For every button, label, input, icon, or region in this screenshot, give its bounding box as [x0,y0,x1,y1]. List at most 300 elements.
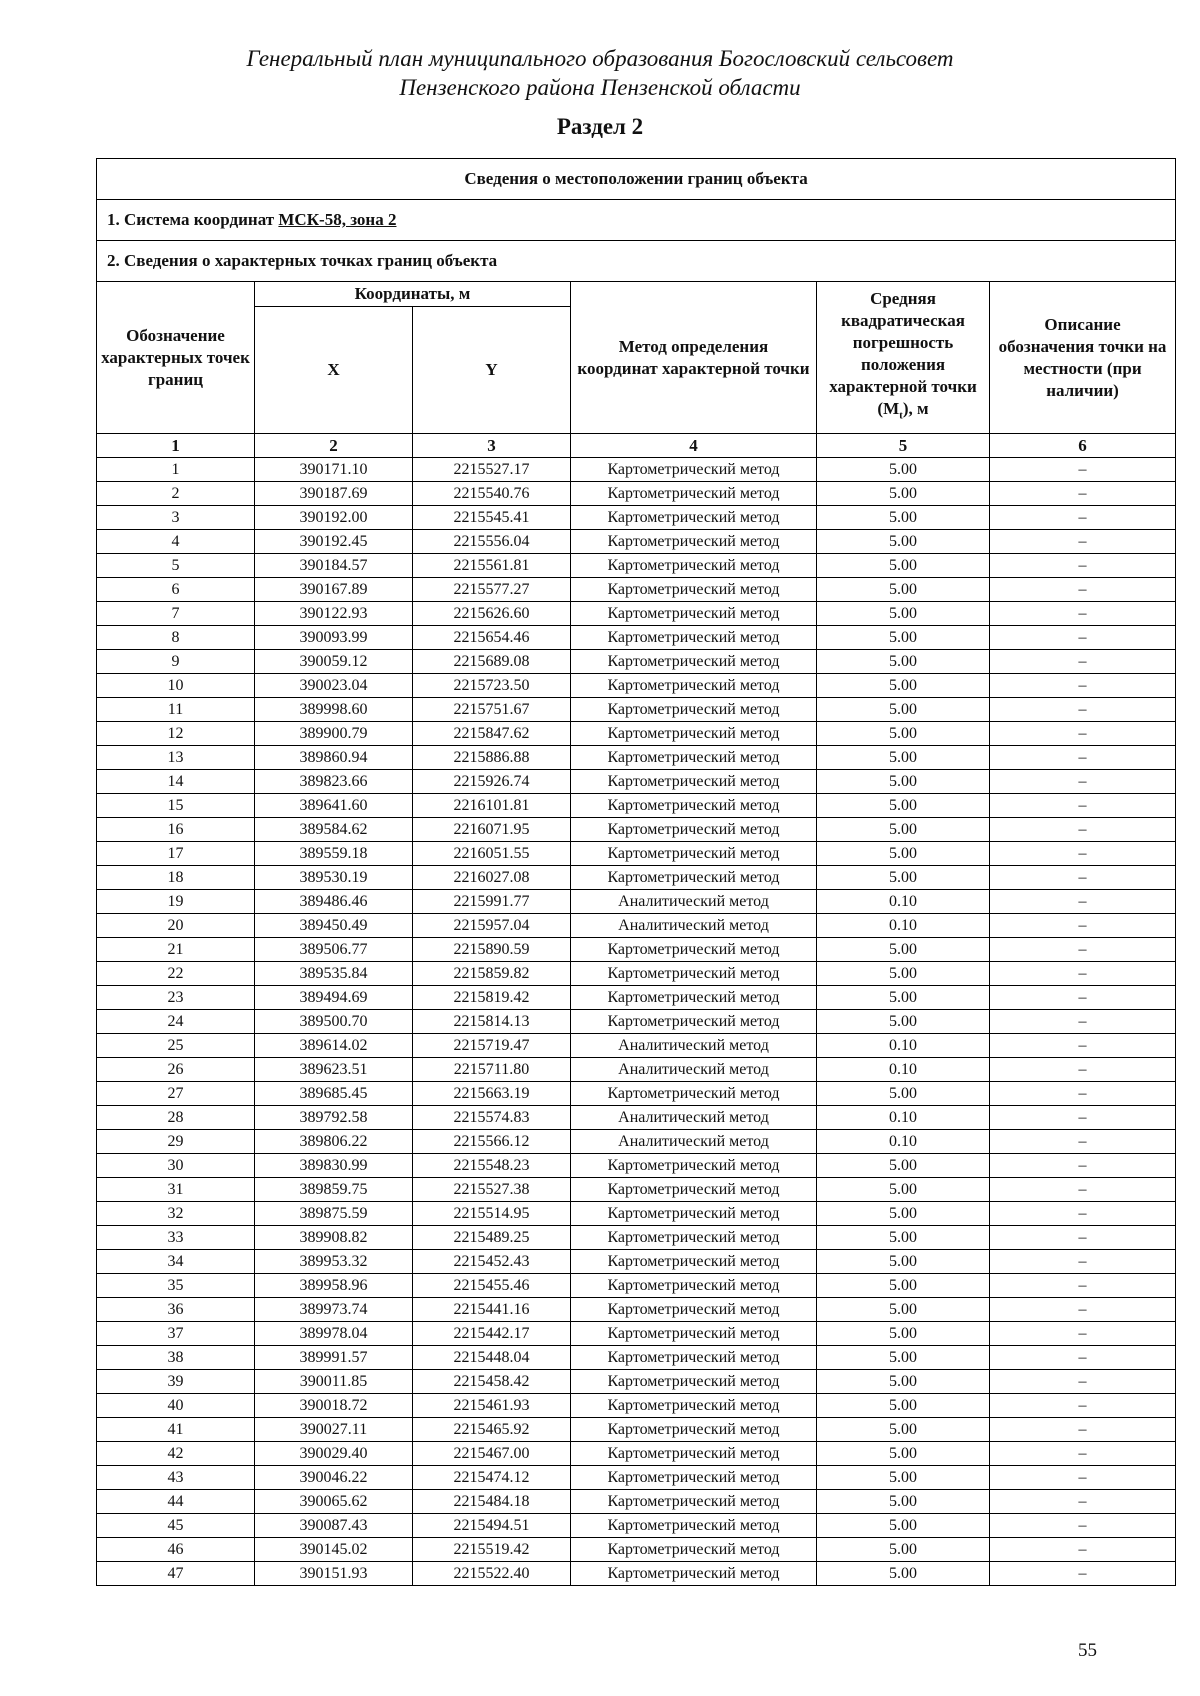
point-number-cell: 30 [97,1154,255,1178]
table-row [97,866,1176,890]
y-coordinate-cell: 2215663.19 [413,1082,571,1106]
error-cell: 0.10 [817,890,990,914]
x-coordinate-cell: 389973.74 [255,1298,413,1322]
table-row [97,698,1176,722]
table-row [97,554,1176,578]
table-row [97,1490,1176,1514]
description-cell: – [990,1274,1176,1298]
error-cell: 0.10 [817,1106,990,1130]
y-coordinate-cell: 2215448.04 [413,1346,571,1370]
method-cell: Картометрический метод [571,1514,817,1538]
y-coordinate-cell: 2215566.12 [413,1130,571,1154]
table-row [97,1130,1176,1154]
header-line-2: Пензенского района Пензенской области [399,75,801,100]
description-cell: – [990,1514,1176,1538]
description-cell: – [990,1466,1176,1490]
x-coordinate-cell: 389535.84 [255,962,413,986]
x-coordinate-cell: 389860.94 [255,746,413,770]
error-cell: 5.00 [817,1178,990,1202]
table-row [97,1274,1176,1298]
header-designation: Обозначение характерных точек границ [97,282,255,434]
method-cell: Аналитический метод [571,890,817,914]
section-title: Раздел 2 [556,114,644,139]
method-cell: Картометрический метод [571,1178,817,1202]
description-cell: – [990,914,1176,938]
y-coordinate-cell: 2215527.38 [413,1178,571,1202]
table-row [97,1298,1176,1322]
description-cell: – [990,482,1176,506]
error-cell: 5.00 [817,1490,990,1514]
error-cell: 5.00 [817,698,990,722]
point-number-cell: 20 [97,914,255,938]
table-row [97,1466,1176,1490]
method-cell: Картометрический метод [571,1442,817,1466]
error-cell: 5.00 [817,674,990,698]
method-cell: Картометрический метод [571,1202,817,1226]
description-cell: – [990,890,1176,914]
method-cell: Аналитический метод [571,1130,817,1154]
header-line-1: Генеральный план муниципального образования Богословский сельсовет [246,46,954,71]
column-number: 4 [571,434,817,458]
description-cell: – [990,1130,1176,1154]
error-cell: 5.00 [817,602,990,626]
x-coordinate-cell: 389978.04 [255,1322,413,1346]
x-coordinate-cell: 389494.69 [255,986,413,1010]
error-cell: 5.00 [817,1346,990,1370]
description-cell: – [990,794,1176,818]
column-numbers-row [97,434,1176,458]
description-cell: – [990,818,1176,842]
x-coordinate-cell: 389998.60 [255,698,413,722]
error-cell: 5.00 [817,530,990,554]
error-cell: 5.00 [817,1154,990,1178]
y-coordinate-cell: 2215484.18 [413,1490,571,1514]
x-coordinate-cell: 390018.72 [255,1394,413,1418]
error-cell: 5.00 [817,1226,990,1250]
point-number-cell: 17 [97,842,255,866]
table-row [97,746,1176,770]
method-cell: Картометрический метод [571,962,817,986]
point-number-cell: 26 [97,1058,255,1082]
table-row [97,1010,1176,1034]
table-row [97,1418,1176,1442]
table-row [97,602,1176,626]
x-coordinate-cell: 389991.57 [255,1346,413,1370]
x-coordinate-cell: 389859.75 [255,1178,413,1202]
point-number-cell: 34 [97,1250,255,1274]
error-cell: 5.00 [817,1250,990,1274]
description-cell: – [990,506,1176,530]
x-coordinate-cell: 390023.04 [255,674,413,698]
table-row [97,650,1176,674]
method-cell: Картометрический метод [571,506,817,530]
method-cell: Картометрический метод [571,482,817,506]
point-number-cell: 36 [97,1298,255,1322]
point-number-cell: 14 [97,770,255,794]
error-cell: 5.00 [817,1538,990,1562]
y-coordinate-cell: 2215465.92 [413,1418,571,1442]
y-coordinate-cell: 2215886.88 [413,746,571,770]
x-coordinate-cell: 390087.43 [255,1514,413,1538]
y-coordinate-cell: 2215654.46 [413,626,571,650]
point-number-cell: 32 [97,1202,255,1226]
x-coordinate-cell: 390122.93 [255,602,413,626]
error-cell: 5.00 [817,938,990,962]
point-number-cell: 38 [97,1346,255,1370]
y-coordinate-cell: 2216101.81 [413,794,571,818]
x-coordinate-cell: 390192.45 [255,530,413,554]
error-cell: 0.10 [817,1058,990,1082]
x-coordinate-cell: 389500.70 [255,1010,413,1034]
error-cell: 5.00 [817,1370,990,1394]
y-coordinate-cell: 2215514.95 [413,1202,571,1226]
table-row [97,1202,1176,1226]
point-number-cell: 18 [97,866,255,890]
column-number: 1 [97,434,255,458]
table-row [97,986,1176,1010]
x-coordinate-cell: 390065.62 [255,1490,413,1514]
table-row [97,1394,1176,1418]
x-coordinate-cell: 389584.62 [255,818,413,842]
table-row [97,1226,1176,1250]
header-coords: Координаты, м [255,282,571,307]
error-cell: 5.00 [817,1322,990,1346]
table-row [97,674,1176,698]
point-number-cell: 22 [97,962,255,986]
method-cell: Картометрический метод [571,1322,817,1346]
x-coordinate-cell: 390029.40 [255,1442,413,1466]
method-cell: Картометрический метод [571,1010,817,1034]
y-coordinate-cell: 2215527.17 [413,458,571,482]
method-cell: Картометрический метод [571,1346,817,1370]
point-number-cell: 11 [97,698,255,722]
point-number-cell: 40 [97,1394,255,1418]
y-coordinate-cell: 2215890.59 [413,938,571,962]
description-cell: – [990,530,1176,554]
y-coordinate-cell: 2215474.12 [413,1466,571,1490]
y-coordinate-cell: 2215540.76 [413,482,571,506]
coordinate-system-value: МСК-58, зона 2 [278,210,397,229]
y-coordinate-cell: 2215455.46 [413,1274,571,1298]
description-cell: – [990,1250,1176,1274]
error-cell: 5.00 [817,554,990,578]
y-coordinate-cell: 2215859.82 [413,962,571,986]
table-row [97,770,1176,794]
x-coordinate-cell: 389823.66 [255,770,413,794]
y-coordinate-cell: 2215494.51 [413,1514,571,1538]
method-cell: Картометрический метод [571,794,817,818]
header-method: Метод определения координат характерной точки [571,282,817,434]
point-number-cell: 39 [97,1370,255,1394]
table-row [97,722,1176,746]
description-cell: – [990,722,1176,746]
points-caption: 2. Сведения о характерных точках границ объекта [97,241,1176,282]
method-cell: Картометрический метод [571,986,817,1010]
boundary-points-table [96,158,1176,1586]
point-number-cell: 31 [97,1178,255,1202]
y-coordinate-cell: 2215461.93 [413,1394,571,1418]
description-cell: – [990,674,1176,698]
y-coordinate-cell: 2215847.62 [413,722,571,746]
coordinate-system-row [97,200,1176,241]
table-caption: Сведения о местоположении границ объекта [97,159,1176,200]
point-number-cell: 13 [97,746,255,770]
x-coordinate-cell: 390059.12 [255,650,413,674]
method-cell: Картометрический метод [571,1490,817,1514]
method-cell: Картометрический метод [571,1226,817,1250]
x-coordinate-cell: 389530.19 [255,866,413,890]
point-number-cell: 41 [97,1418,255,1442]
table-row [97,890,1176,914]
method-cell: Картометрический метод [571,1538,817,1562]
x-coordinate-cell: 390046.22 [255,1466,413,1490]
error-cell: 5.00 [817,650,990,674]
y-coordinate-cell: 2215689.08 [413,650,571,674]
error-cell: 5.00 [817,506,990,530]
y-coordinate-cell: 2215574.83 [413,1106,571,1130]
point-number-cell: 47 [97,1562,255,1586]
description-cell: – [990,842,1176,866]
error-cell: 5.00 [817,842,990,866]
description-cell: – [990,578,1176,602]
description-cell: – [990,554,1176,578]
error-cell: 5.00 [817,794,990,818]
column-number: 6 [990,434,1176,458]
error-cell: 0.10 [817,914,990,938]
description-cell: – [990,986,1176,1010]
y-coordinate-cell: 2215519.42 [413,1538,571,1562]
y-coordinate-cell: 2215545.41 [413,506,571,530]
method-cell: Аналитический метод [571,1106,817,1130]
document-header [0,44,1200,102]
x-coordinate-cell: 389900.79 [255,722,413,746]
description-cell: – [990,1298,1176,1322]
table-row [97,458,1176,482]
point-number-cell: 1 [97,458,255,482]
y-coordinate-cell: 2215626.60 [413,602,571,626]
table-row [97,1370,1176,1394]
error-cell: 5.00 [817,1010,990,1034]
error-cell: 5.00 [817,1394,990,1418]
method-cell: Картометрический метод [571,530,817,554]
point-number-cell: 35 [97,1274,255,1298]
error-cell: 5.00 [817,866,990,890]
point-number-cell: 25 [97,1034,255,1058]
method-cell: Аналитический метод [571,1058,817,1082]
description-cell: – [990,746,1176,770]
method-cell: Картометрический метод [571,1082,817,1106]
point-number-cell: 15 [97,794,255,818]
y-coordinate-cell: 2216071.95 [413,818,571,842]
x-coordinate-cell: 390011.85 [255,1370,413,1394]
description-cell: – [990,650,1176,674]
y-coordinate-cell: 2215489.25 [413,1226,571,1250]
method-cell: Картометрический метод [571,866,817,890]
point-number-cell: 28 [97,1106,255,1130]
table-row [97,962,1176,986]
error-cell: 5.00 [817,818,990,842]
header-x: X [255,307,413,434]
method-cell: Картометрический метод [571,770,817,794]
y-coordinate-cell: 2215452.43 [413,1250,571,1274]
x-coordinate-cell: 390145.02 [255,1538,413,1562]
description-cell: – [990,626,1176,650]
point-number-cell: 33 [97,1226,255,1250]
error-cell: 5.00 [817,746,990,770]
point-number-cell: 43 [97,1466,255,1490]
x-coordinate-cell: 389641.60 [255,794,413,818]
error-cell: 5.00 [817,458,990,482]
y-coordinate-cell: 2215723.50 [413,674,571,698]
y-coordinate-cell: 2215561.81 [413,554,571,578]
x-coordinate-cell: 389830.99 [255,1154,413,1178]
x-coordinate-cell: 389486.46 [255,890,413,914]
description-cell: – [990,770,1176,794]
x-coordinate-cell: 390151.93 [255,1562,413,1586]
description-cell: – [990,1010,1176,1034]
description-cell: – [990,1370,1176,1394]
description-cell: – [990,698,1176,722]
table-row [97,1538,1176,1562]
error-cell: 5.00 [817,722,990,746]
description-cell: – [990,1106,1176,1130]
description-cell: – [990,1058,1176,1082]
table-row [97,1562,1176,1586]
description-cell: – [990,1538,1176,1562]
point-number-cell: 29 [97,1130,255,1154]
error-cell: 5.00 [817,1082,990,1106]
y-coordinate-cell: 2215719.47 [413,1034,571,1058]
table-row [97,1082,1176,1106]
table-row [97,914,1176,938]
table-row [97,818,1176,842]
x-coordinate-cell: 389559.18 [255,842,413,866]
method-cell: Картометрический метод [571,650,817,674]
error-cell: 5.00 [817,962,990,986]
description-cell: – [990,1562,1176,1586]
error-cell: 5.00 [817,1418,990,1442]
point-number-cell: 5 [97,554,255,578]
error-cell: 5.00 [817,1514,990,1538]
column-number: 3 [413,434,571,458]
column-number: 5 [817,434,990,458]
description-cell: – [990,1082,1176,1106]
table-row [97,1178,1176,1202]
error-cell: 5.00 [817,482,990,506]
table-row [97,938,1176,962]
y-coordinate-cell: 2215442.17 [413,1322,571,1346]
x-coordinate-cell: 390187.69 [255,482,413,506]
error-cell: 5.00 [817,1562,990,1586]
method-cell: Аналитический метод [571,1034,817,1058]
point-number-cell: 23 [97,986,255,1010]
y-coordinate-cell: 2215458.42 [413,1370,571,1394]
description-cell: – [990,1418,1176,1442]
point-number-cell: 6 [97,578,255,602]
method-cell: Картометрический метод [571,818,817,842]
y-coordinate-cell: 2216027.08 [413,866,571,890]
point-number-cell: 8 [97,626,255,650]
header-description: Описание обозначения точки на местности (при наличии) [990,282,1176,434]
table-row [97,794,1176,818]
table-row [97,1514,1176,1538]
method-cell: Картометрический метод [571,1394,817,1418]
table-row [97,506,1176,530]
point-number-cell: 27 [97,1082,255,1106]
table-row [97,1154,1176,1178]
description-cell: – [990,938,1176,962]
point-number-cell: 45 [97,1514,255,1538]
y-coordinate-cell: 2215556.04 [413,530,571,554]
method-cell: Картометрический метод [571,722,817,746]
page-number: 55 [1078,1640,1097,1661]
method-cell: Картометрический метод [571,842,817,866]
error-cell: 5.00 [817,626,990,650]
method-cell: Картометрический метод [571,938,817,962]
error-cell: 5.00 [817,1202,990,1226]
method-cell: Картометрический метод [571,458,817,482]
x-coordinate-cell: 389792.58 [255,1106,413,1130]
method-cell: Картометрический метод [571,602,817,626]
error-cell: 0.10 [817,1130,990,1154]
description-cell: – [990,1346,1176,1370]
x-coordinate-cell: 389958.96 [255,1274,413,1298]
y-coordinate-cell: 2215522.40 [413,1562,571,1586]
coordinate-system-label: 1. Система координат [107,210,279,229]
method-cell: Картометрический метод [571,746,817,770]
x-coordinate-cell: 390192.00 [255,506,413,530]
point-number-cell: 16 [97,818,255,842]
method-cell: Картометрический метод [571,674,817,698]
table-row [97,530,1176,554]
point-number-cell: 12 [97,722,255,746]
point-number-cell: 42 [97,1442,255,1466]
y-coordinate-cell: 2215467.00 [413,1442,571,1466]
y-coordinate-cell: 2216051.55 [413,842,571,866]
header-error: Средняя квадратическая погрешность положения характерной точки $(M_t)$, м [817,282,990,434]
x-coordinate-cell: 389908.82 [255,1226,413,1250]
y-coordinate-cell: 2215819.42 [413,986,571,1010]
x-coordinate-cell: 389685.45 [255,1082,413,1106]
error-cell: 5.00 [817,770,990,794]
x-coordinate-cell: 390184.57 [255,554,413,578]
point-number-cell: 21 [97,938,255,962]
point-number-cell: 19 [97,890,255,914]
x-coordinate-cell: 389623.51 [255,1058,413,1082]
y-coordinate-cell: 2215814.13 [413,1010,571,1034]
method-cell: Картометрический метод [571,626,817,650]
description-cell: – [990,1442,1176,1466]
error-cell: 5.00 [817,1442,990,1466]
table-row [97,578,1176,602]
error-cell: 0.10 [817,1034,990,1058]
table-row [97,1322,1176,1346]
description-cell: – [990,962,1176,986]
description-cell: – [990,1394,1176,1418]
error-cell: 5.00 [817,1466,990,1490]
table-row [97,1106,1176,1130]
point-number-cell: 7 [97,602,255,626]
y-coordinate-cell: 2215991.77 [413,890,571,914]
method-cell: Картометрический метод [571,554,817,578]
description-cell: – [990,1034,1176,1058]
point-number-cell: 10 [97,674,255,698]
method-cell: Картометрический метод [571,1562,817,1586]
table-row [97,626,1176,650]
description-cell: – [990,866,1176,890]
method-cell: Аналитический метод [571,914,817,938]
point-number-cell: 24 [97,1010,255,1034]
